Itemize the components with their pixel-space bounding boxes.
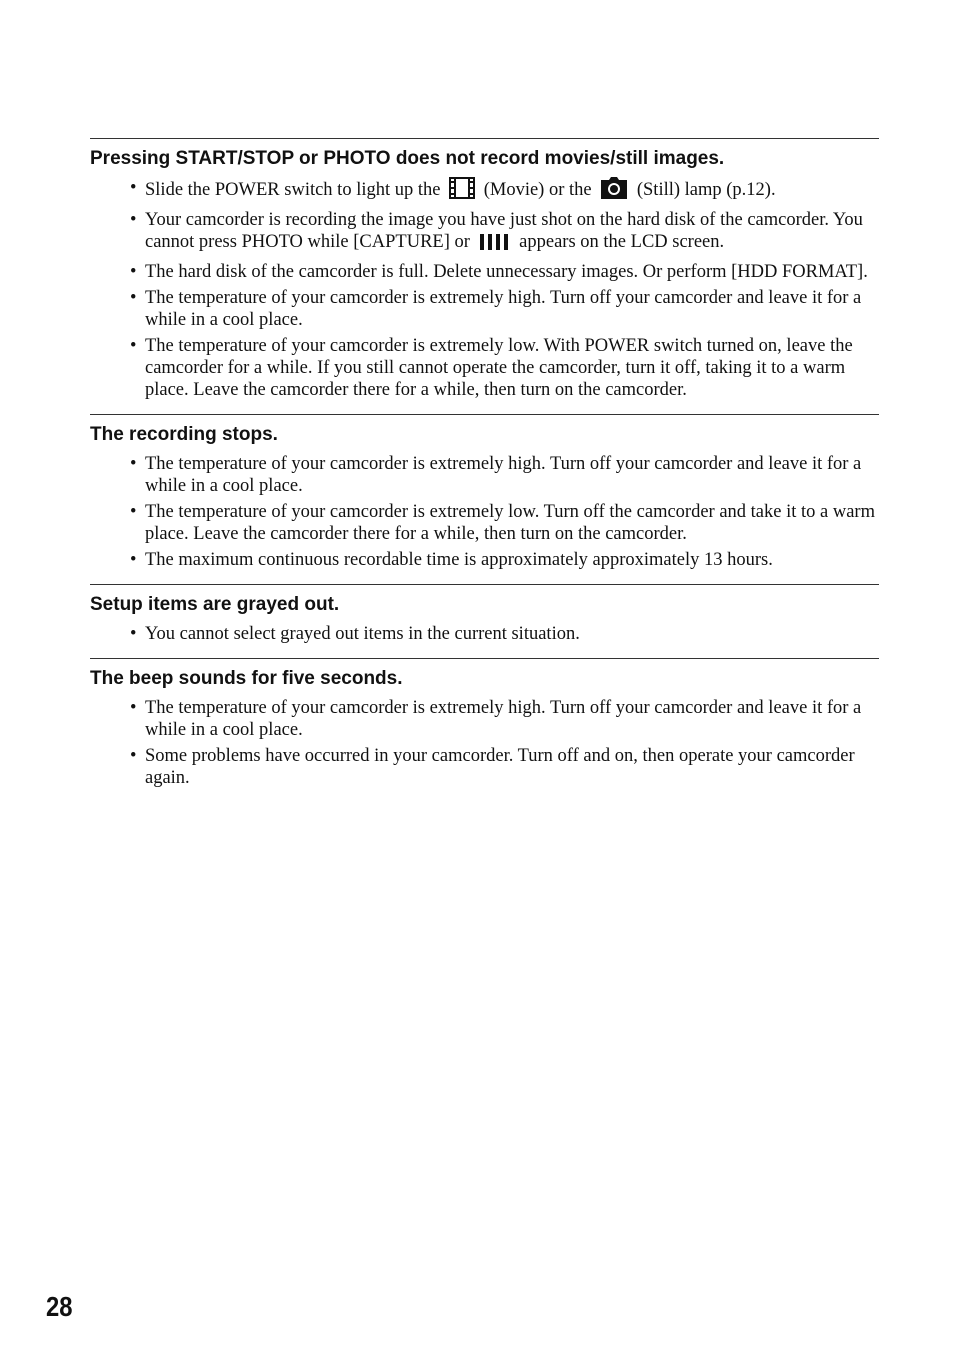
list-item	[90, 335, 879, 401]
page-number: 28	[46, 1291, 73, 1322]
item-list	[90, 177, 879, 401]
bullet: •	[130, 336, 137, 356]
bullet: •	[130, 698, 137, 718]
bullet: •	[130, 210, 137, 230]
item-text: Some problems have occurred in your camcorder. Turn off and on, then operate your camcorder again.	[145, 746, 855, 788]
film-strip-icon	[449, 177, 475, 205]
list-item	[90, 623, 879, 645]
item-text: The temperature of your camcorder is extremely low. With POWER switch turned on, leave the camcorder for a while. If you still cannot operate the camcorder, turn it off, taking it to a warm place. Leave the camcorder there for a while, then turn on the camcorder.	[145, 336, 853, 400]
section-title: The recording stops.	[90, 424, 278, 445]
item-text: The temperature of your camcorder is extremely high. Turn off your camcorder and leave it for a while in a cool place.	[145, 698, 862, 740]
section-record-problem	[90, 138, 879, 401]
bullet: •	[130, 624, 137, 644]
section-setup-grayed	[90, 584, 879, 645]
item-list	[90, 623, 879, 645]
bullet: •	[130, 262, 137, 282]
item-text: The temperature of your camcorder is extremely high. Turn off your camcorder and leave it for a while in a cool place.	[145, 454, 862, 496]
bar-indicator-icon	[479, 233, 511, 257]
item-text: Slide the POWER switch to light up the	[145, 180, 441, 200]
bullet: •	[130, 550, 137, 570]
camera-icon	[600, 177, 628, 205]
section-recording-stops	[90, 414, 879, 571]
item-text: (Movie) or the	[483, 180, 592, 200]
bullet: •	[130, 746, 137, 766]
list-item	[90, 287, 879, 331]
list-item	[90, 501, 879, 545]
item-list	[90, 453, 879, 571]
item-list	[90, 697, 879, 789]
list-item	[90, 549, 879, 571]
bullet: •	[130, 178, 137, 198]
item-text: The temperature of your camcorder is extremely low. Turn off the camcorder and take it to a warm place. Leave the camcorder there for a while, then turn on the camcorder.	[145, 502, 875, 544]
section-beep-sounds	[90, 658, 879, 789]
list-item	[90, 745, 879, 789]
item-text: The maximum continuous recordable time is approximately approximately 13 hours.	[145, 550, 773, 570]
item-text: You cannot select grayed out items in the current situation.	[145, 624, 580, 644]
item-text: appears on the LCD screen.	[519, 232, 725, 252]
item-text: (Still) lamp (p.12).	[636, 180, 776, 200]
list-item	[90, 177, 879, 205]
bullet: •	[130, 502, 137, 522]
item-text: The temperature of your camcorder is extremely high. Turn off your camcorder and leave it for a while in a cool place.	[145, 288, 862, 330]
section-title: Setup items are grayed out.	[90, 594, 340, 615]
document-content	[90, 138, 879, 802]
item-text: Your camcorder is recording the image you have just shot on the hard disk of the camcorder. You cannot press PHOTO while [CAPTURE] or	[145, 210, 863, 252]
list-item	[90, 209, 879, 257]
list-item	[90, 261, 879, 283]
list-item	[90, 453, 879, 497]
list-item	[90, 697, 879, 741]
section-title: Pressing START/STOP or PHOTO does not record movies/still images.	[90, 148, 725, 169]
item-text: The hard disk of the camcorder is full. Delete unnecessary images. Or perform [HDD FORMAT].	[145, 262, 868, 282]
section-title: The beep sounds for five seconds.	[90, 668, 403, 689]
bullet: •	[130, 288, 137, 308]
bullet: •	[130, 454, 137, 474]
